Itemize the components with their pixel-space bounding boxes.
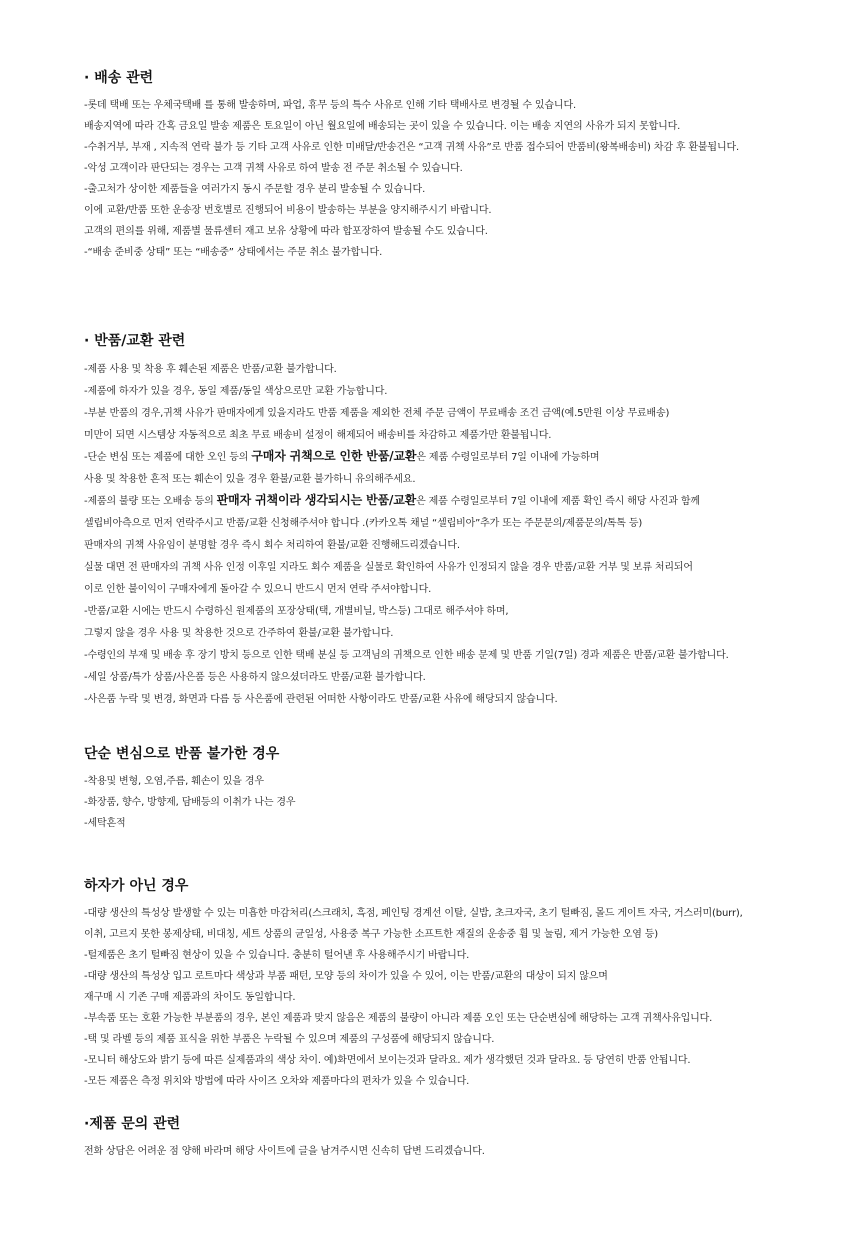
not-defect-line: -털제품은 초기 털빠짐 현상이 있을 수 있습니다. 충분히 털어낸 후 사용해주시기 바랍니다.	[84, 950, 470, 961]
return-line: 미만이 되면 시스템상 자동적으로 최초 무료 배송비 설정이 해제되어 배송비를 차감하고 제품가만 환불됩니다.	[84, 430, 552, 441]
not-defect-line: 재구매 시 기존 구매 제품과의 차이도 동일합니다.	[84, 992, 296, 1003]
return-line: -제품 사용 및 착용 후 훼손된 제품은 반품/교환 불가합니다.	[84, 364, 337, 375]
return-line: 셀립비아측으로 먼저 연락주시고 반품/교환 신청해주셔야 합니다 .(카카오톡 채널 “셀립비아”추가 또는 주문문의/제품문의/톡톡 등)	[84, 518, 643, 529]
buyer-fault-emphasis: 구매자 귀책으로 인한 반품/교환	[251, 449, 417, 463]
not-defect-line: 이취, 고르지 못한 봉제상태, 비대칭, 세트 상품의 균일성, 사용중 복구 가능한 소프트한 재질의 운송중 휨 및 눌림, 제거 가능한 오염 등)	[84, 929, 658, 940]
return-line: -사은품 누락 및 변경, 화면과 다름 등 사은품에 관련된 어떠한 사항이라도 반품/교환 사유에 해당되지 않습니다.	[84, 694, 558, 705]
shipping-line: 고객의 편의를 위해, 제품별 물류센터 재고 보유 상황에 따라 합포장하여 발송될 수도 있습니다.	[84, 226, 488, 237]
shipping-line: -롯데 택배 또는 우체국택배 를 통해 발송하며, 파업, 휴무 등의 특수 사유로 인해 기타 택배사로 변경될 수 있습니다.	[84, 100, 576, 111]
return-line: 이로 인한 불이익이 구매자에게 돌아갈 수 있으니 반드시 먼저 연락 주셔야합니다.	[84, 584, 432, 595]
shipping-line: 이에 교환/반품 또한 운송장 번호별로 진행되어 비용이 발송하는 부분을 양지해주시기 바랍니다.	[84, 205, 492, 216]
return-line: -부분 반품의 경우,귀책 사유가 판매자에게 있을지라도 반품 제품을 제외한 전체 주문 금액이 무료배송 조건 금액(예.5만원 이상 무료배송)	[84, 408, 670, 419]
simple-change-line: -착용및 변형, 오염,주름, 훼손이 있을 경우	[84, 776, 264, 787]
return-line: 실물 대면 전 판매자의 귀책 사유 인정 이후일 지라도 회수 제품을 실물로 확인하여 사유가 인정되지 않을 경우 반품/교환 거부 및 보류 처리되어	[84, 562, 693, 573]
inquiry-section	[84, 1114, 824, 1162]
return-line: -반품/교환 시에는 반드시 수령하신 원제품의 포장상태(택, 개별비닐, 박스등) 그대로 해주셔야 하며,	[84, 606, 509, 617]
return-line: 판매자의 귀책 사유임이 분명할 경우 즉시 회수 처리하여 환불/교환 진행해드리겠습니다.	[84, 540, 460, 551]
shipping-line: -출고처가 상이한 제품들을 여러가지 동시 주문할 경우 분리 발송될 수 있습니다.	[84, 184, 426, 195]
inquiry-heading: ·제품 문의 관련	[84, 1116, 181, 1132]
not-defect-line: -부속품 또는 호환 가능한 부분품의 경우, 본인 제품과 맞지 않음은 제품의 불량이 아니라 제품 오인 또는 단순변심에 해당하는 고객 귀책사유입니다.	[84, 1013, 713, 1024]
simple-change-line: -세탁흔적	[84, 818, 126, 829]
shipping-line: -수취거부, 부재 , 지속적 연락 불가 등 기타 고객 사유로 인한 미배달/반송건은 “고객 귀책 사유”로 반품 접수되어 반품비(왕복배송비) 차감 후 환불됩니다.	[84, 142, 739, 153]
return-line: -단순 변심 또는 제품에 대한 오인 등의 구매자 귀책으로 인한 반품/교환은 제품 수령일로부터 7일 이내에 가능하며	[84, 449, 600, 463]
shipping-heading: · 배송 관련	[84, 70, 154, 86]
shipping-line: -악성 고객이라 판단되는 경우는 고객 귀책 사유로 하여 발송 전 주문 취소될 수 있습니다.	[84, 163, 463, 174]
seller-fault-emphasis: 판매자 귀책이라 생각되시는 반품/교환	[216, 493, 417, 507]
return-line: -제품에 하자가 있을 경우, 동일 제품/동일 색상으로만 교환 가능합니다.	[84, 386, 388, 397]
return-line: 사용 및 착용한 흔적 또는 훼손이 있을 경우 환불/교환 불가하니 유의해주세요.	[84, 474, 416, 485]
return-line: -수령인의 부재 및 배송 후 장기 방치 등으로 인한 택배 분실 등 고객님의 귀책으로 인한 배송 문제 및 반품 기일(7일) 경과 제품은 반품/교환 불가합니다.	[84, 650, 729, 661]
not-defect-section	[84, 876, 824, 1092]
return-exchange-heading: · 반품/교환 관련	[84, 333, 186, 349]
shipping-line: 배송지역에 따라 간혹 금요일 발송 제품은 토요일이 아닌 월요일에 배송되는 곳이 있을 수 있습니다. 이는 배송 지연의 사유가 되지 못합니다.	[84, 121, 681, 132]
not-defect-line: -모니터 해상도와 밝기 등에 따른 실제품과의 색상 차이. 예)화면에서 보이는것과 달라요. 제가 생각했던 것과 달라요. 등 당연히 반품 안됩니다.	[84, 1055, 691, 1066]
inquiry-line: 전화 상담은 어려운 점 양해 바라며 해당 사이트에 글을 남겨주시면 신속히 답변 드리겠습니다.	[84, 1146, 485, 1157]
simple-change-section	[84, 744, 824, 834]
simple-change-heading: 단순 변심으로 반품 불가한 경우	[84, 746, 280, 762]
shipping-line: -“배송 준비중 상태” 또는 “배송중” 상태에서는 주문 취소 불가합니다.	[84, 247, 383, 258]
shipping-section	[84, 68, 824, 263]
return-line: 그렇지 않을 경우 사용 및 착용한 것으로 간주하여 환불/교환 불가합니다.	[84, 628, 394, 639]
return-line: -세일 상품/특가 상품/사은품 등은 사용하지 않으셨더라도 반품/교환 불가합니다.	[84, 672, 426, 683]
not-defect-line: -모든 제품은 측정 위치와 방법에 따라 사이즈 오차와 제품마다의 편차가 있을 수 있습니다.	[84, 1076, 470, 1087]
return-exchange-section	[84, 331, 824, 710]
return-line: -제품의 불량 또는 오배송 등의 판매자 귀책이라 생각되시는 반품/교환은 제품 수령일로부터 7일 이내에 제품 확인 즉시 해당 사진과 함께	[84, 493, 700, 507]
not-defect-line: -택 및 라벨 등의 제품 표식을 위한 부품은 누락될 수 있으며 제품의 구성품에 해당되지 않습니다.	[84, 1034, 495, 1045]
not-defect-heading: 하자가 아닌 경우	[84, 878, 189, 894]
not-defect-line: -대량 생산의 특성상 입고 로트마다 색상과 부품 패턴, 모양 등의 차이가 있을 수 있어, 이는 반품/교환의 대상이 되지 않으며	[84, 971, 608, 982]
simple-change-line: -화장품, 향수, 방향제, 담배등의 이취가 나는 경우	[84, 797, 296, 808]
not-defect-line: -대량 생산의 특성상 발생할 수 있는 미흡한 마감처리(스크래치, 흑점, 페인팅 경계선 이탈, 실밥, 초크자국, 초기 털빠짐, 몰드 게이트 자국, 거스러미(burr),	[84, 908, 743, 919]
